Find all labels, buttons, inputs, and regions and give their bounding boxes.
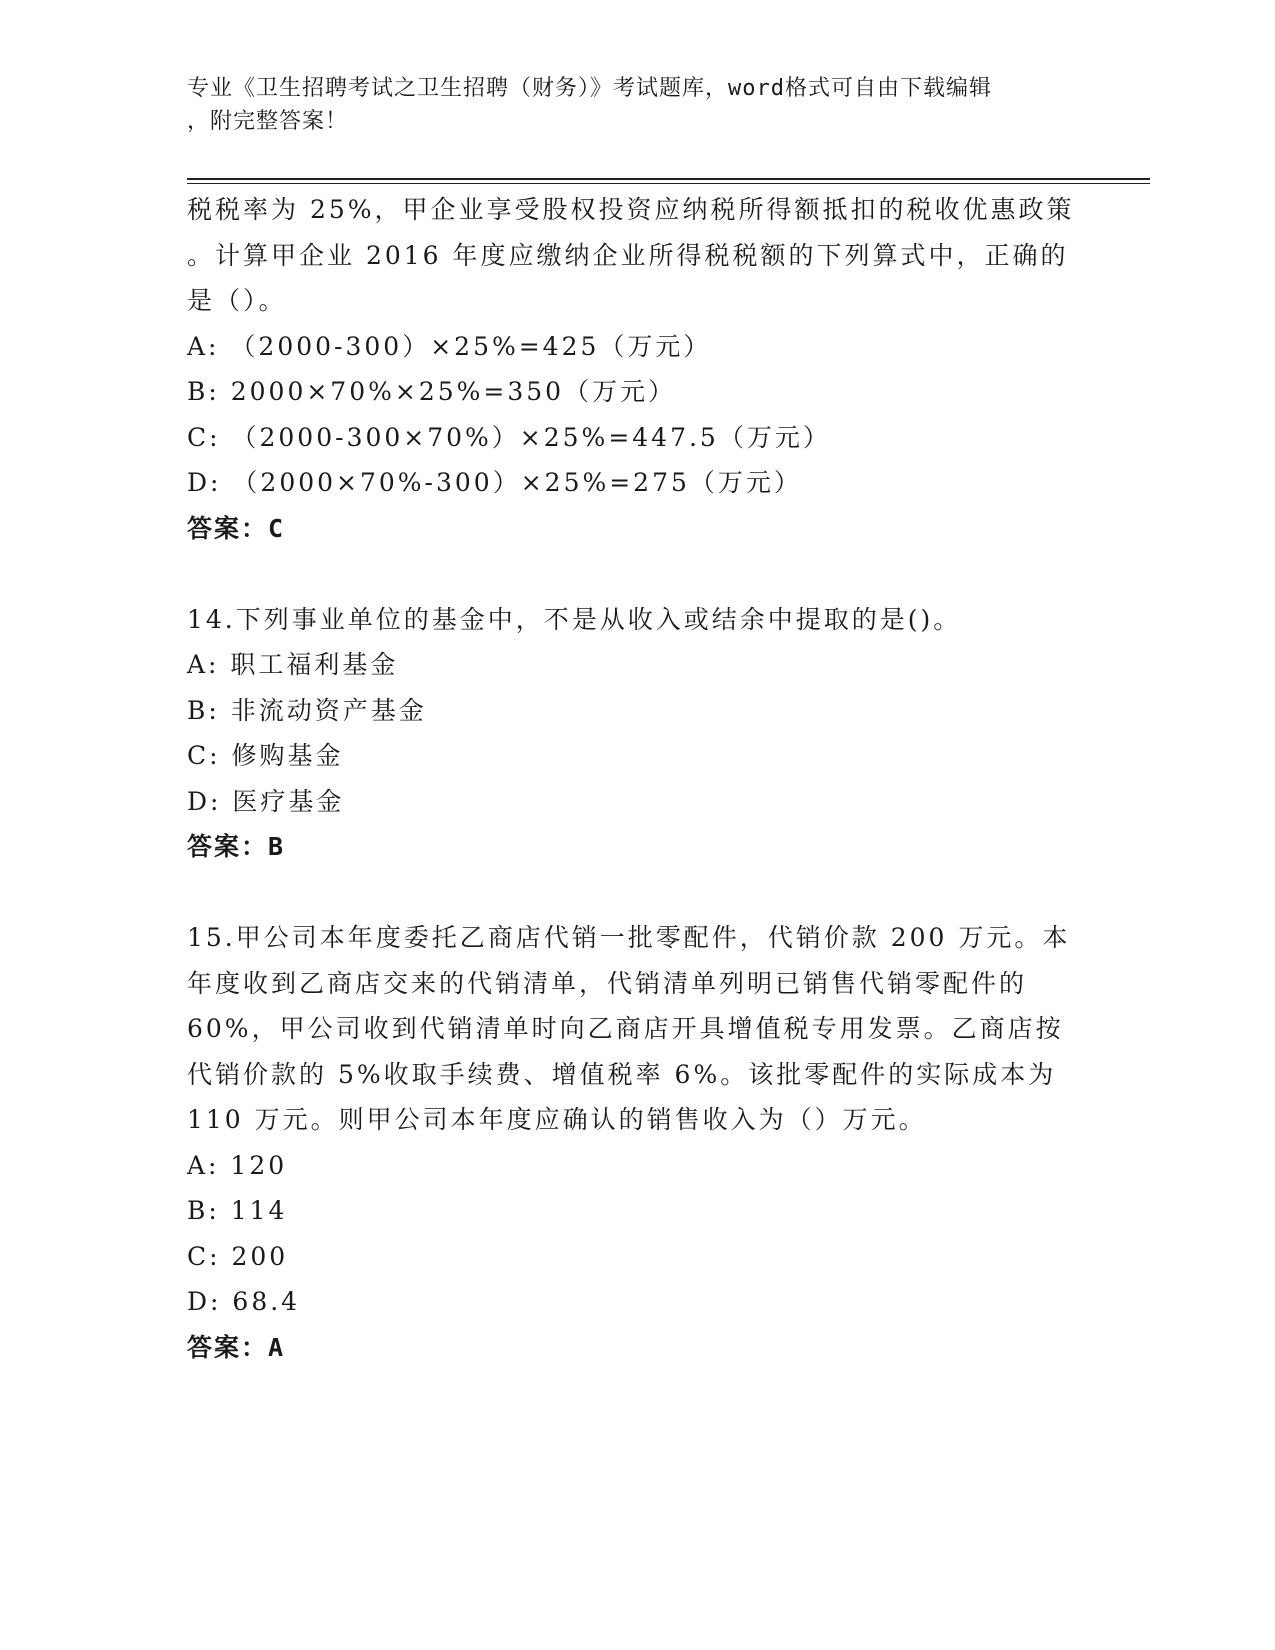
option-c: C: 修购基金 [187, 741, 344, 770]
option-a: A: （2000-300）×25%=425（万元） [187, 331, 712, 361]
option-b: B: 114 [187, 1196, 288, 1225]
document-body [187, 187, 1087, 1370]
option-d: D: （2000×70%-300）×25%=275（万元） [187, 468, 802, 497]
header-divider-thin [187, 183, 1150, 184]
document-header [187, 72, 1067, 138]
question-13 [187, 187, 1087, 551]
question-stem-line: 14.下列事业单位的基金中，不是从收入或结余中提取的是()。 [187, 604, 962, 634]
question-stem-line: 年度收到乙商店交来的代销清单，代销清单列明已销售代销零配件的 [187, 968, 1028, 998]
question-14 [187, 597, 1087, 870]
header-line-2: ，附完整答案！ [187, 109, 349, 134]
question-stem-line: 是（）。 [187, 286, 287, 315]
question-stem-line: 税税率为 25%，甲企业享受股权投资应纳税所得额抵扣的税收优惠政策 [187, 195, 1075, 224]
answer-line: 答案：A [187, 1332, 286, 1362]
option-a: A: 职工福利基金 [187, 650, 399, 679]
question-stem-line: 代销价款的 5%收取手续费、增值税率 6%。该批零配件的实际成本为 [187, 1059, 1057, 1089]
answer-line: 答案：C [187, 513, 286, 543]
option-b: B: 2000×70%×25%=350（万元） [187, 377, 677, 406]
option-c: C: （2000-300×70%）×25%=447.5（万元） [187, 422, 831, 452]
question-15 [187, 915, 1087, 1370]
option-c: C: 200 [187, 1241, 289, 1271]
question-stem-line: 60%，甲公司收到代销清单时向乙商店开具增值税专用发票。乙商店按 [187, 1014, 1064, 1043]
option-a: A: 120 [187, 1150, 288, 1180]
option-b: B: 非流动资产基金 [187, 695, 427, 725]
spacer [187, 551, 1087, 597]
question-stem-line: 15.甲公司本年度委托乙商店代销一批零配件，代销价款 200 万元。本 [187, 923, 1071, 952]
option-d: D: 医疗基金 [187, 786, 345, 816]
answer-line: 答案：B [187, 832, 286, 861]
header-line-1: 专业《卫生招聘考试之卫生招聘（财务）》考试题库，word格式可自由下载编辑 [187, 76, 992, 101]
question-stem-line: 。计算甲企业 2016 年度应缴纳企业所得税税额的下列算式中，正确的 [187, 240, 1069, 270]
header-divider [187, 178, 1150, 180]
option-d: D: 68.4 [187, 1287, 301, 1316]
question-stem-line: 110 万元。则甲公司本年度应确认的销售收入为（）万元。 [187, 1105, 927, 1134]
spacer [187, 870, 1087, 916]
